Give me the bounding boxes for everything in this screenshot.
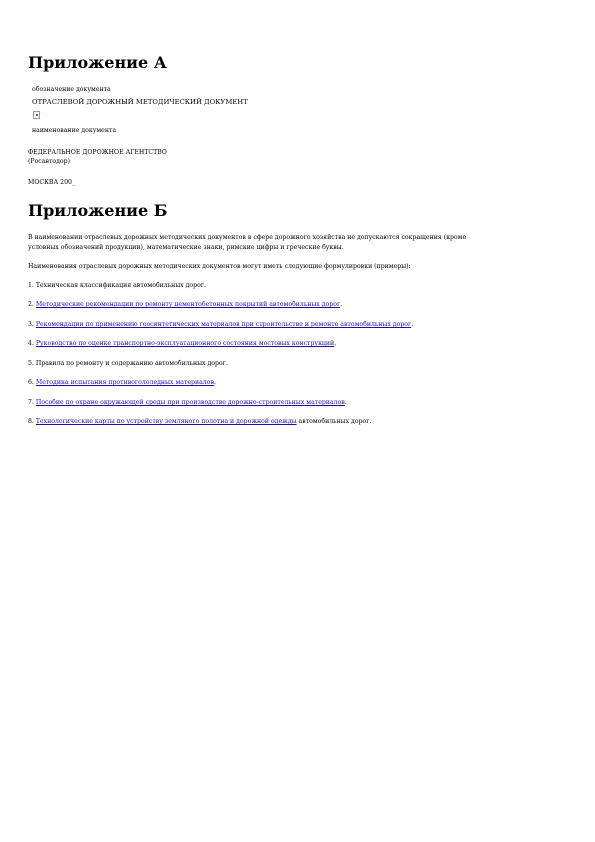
- intro-line-2: условных обозначений продукции), математические знаки, римские цифры и греческие буквы.: [28, 244, 344, 251]
- list-item: 2. Методические рекомендации по ремонту цементобетонных покрытий автомобильных дорог.: [28, 301, 343, 308]
- agency-short: (Росавтодор): [28, 158, 70, 165]
- list-item: 6. Методика испытания противогололедных материалов.: [28, 379, 216, 386]
- item-link[interactable]: Методика испытания противогололедных материалов: [35, 379, 214, 386]
- doc-type: ОТРАСЛЕВОЙ ДОРОЖНЫЙ МЕТОДИЧЕСКИЙ ДОКУМЕНТ: [32, 98, 248, 106]
- city-year: МОСКВА 200_: [28, 179, 76, 186]
- list-item: 8. Технологические карты по устройству земляного полотна и дорожной одежды автомобильных дорог.: [28, 418, 372, 425]
- item-link[interactable]: Пособие по охране окружающей среды при производстве дорожно-строительных материалов: [35, 399, 345, 406]
- appendix-b-title: Приложение Б: [28, 201, 168, 220]
- appendix-a-title: Приложение А: [28, 53, 167, 72]
- broken-image-icon: [33, 111, 40, 119]
- item-link[interactable]: Технологические карты по устройству земляного полотна и дорожной одежды: [35, 418, 297, 425]
- doc-designation-label: обозначение документа: [32, 86, 111, 93]
- doc-name-label: наименование документа: [32, 127, 117, 134]
- agency-name: ФЕДЕРАЛЬНОЕ ДОРОЖНОЕ АГЕНТСТВО: [28, 149, 167, 156]
- list-item: 1. Техническая классификация автомобильных дорог.: [28, 282, 207, 289]
- item-link[interactable]: Методические рекомендации по ремонту цементобетонных покрытий автомобильных дорог: [35, 301, 341, 308]
- list-item: 3. Рекомендации по применению геосинтетических материалов при строительстве и ремонте автомобильных дорог.: [28, 321, 414, 328]
- item-link[interactable]: Рекомендации по применению геосинтетических материалов при строительстве и ремонте автомобильных дорог: [35, 321, 412, 328]
- item-link[interactable]: Руководство по оценке транспортно-эксплуатационного состояния мостовых конструкций: [35, 340, 335, 347]
- intro-line-1: В наименовании отраслевых дорожных методических документов в сфере дорожного хозяйства не допускаются сокращения (кроме: [28, 234, 467, 241]
- list-item: 4. Руководство по оценке транспортно-эксплуатационного состояния мостовых конструкций.: [28, 340, 337, 347]
- list-item: 7. Пособие по охране окружающей среды при производстве дорожно-строительных материалов.: [28, 399, 347, 406]
- list-item: 5. Правила по ремонту и содержанию автомобильных дорог.: [28, 360, 228, 367]
- names-intro: Наименования отраслевых дорожных методических документов могут иметь следующие формулировки (примеры):: [28, 263, 411, 270]
